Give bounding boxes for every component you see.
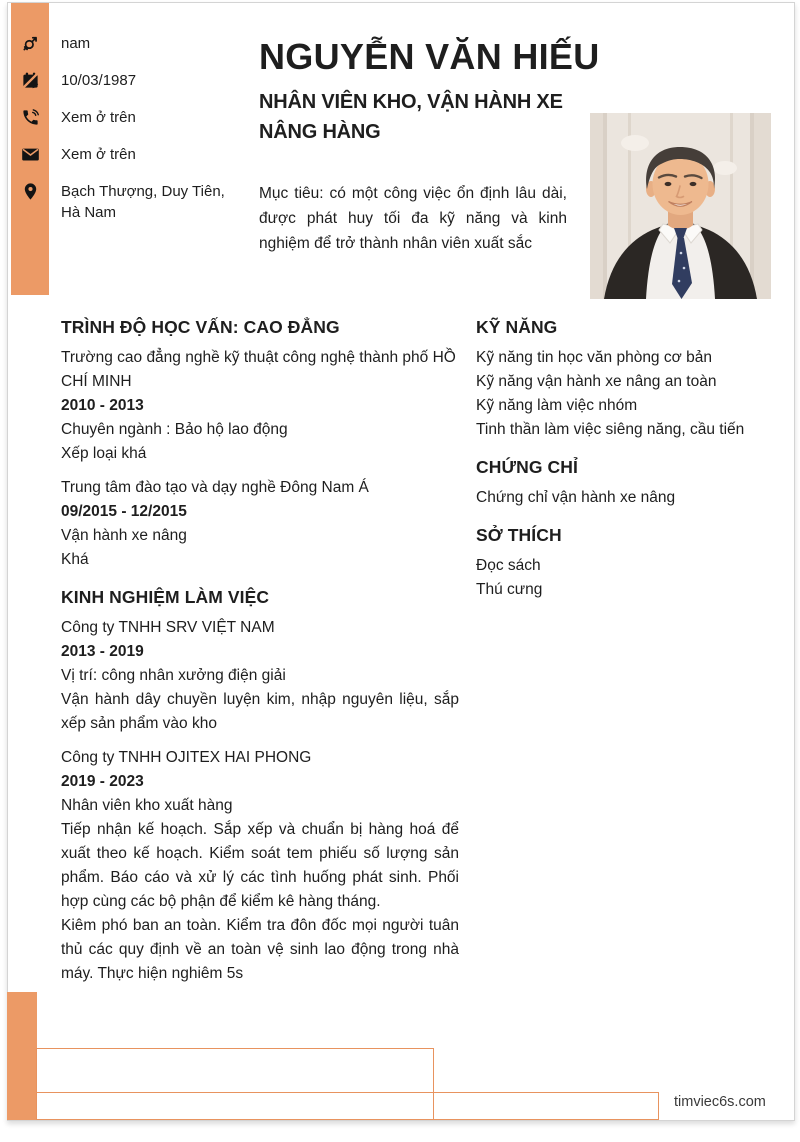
experience-heading: KINH NGHIỆM LÀM VIỆC <box>61 587 270 607</box>
education-heading: TRÌNH ĐỘ HỌC VẤN: CAO ĐẲNG <box>61 317 340 337</box>
location-icon <box>11 181 49 201</box>
cv-page <box>7 2 795 1121</box>
education-detail: Khá <box>61 551 89 568</box>
education-entry <box>61 346 459 466</box>
experience-entry <box>61 746 459 986</box>
education-period: 09/2015 - 12/2015 <box>61 503 187 520</box>
address-value: Bạch Thượng, Duy Tiên, Hà Nam <box>61 183 225 221</box>
contact-birthday-row <box>11 70 239 91</box>
contact-address-row <box>11 181 239 223</box>
education-school: Trường cao đẳng nghề kỹ thuật công nghệ thành phố HỒ CHÍ MINH <box>61 349 456 390</box>
education-entry <box>61 476 459 572</box>
education-section <box>61 317 459 572</box>
right-column <box>476 317 784 617</box>
objective-text: Mục tiêu: có một công việc ổn định lâu dài, được phát huy tối đa kỹ năng và kinh nghiệm để trở thành nhân viên xuất sắc <box>259 185 567 252</box>
certificates-heading: CHỨNG CHỈ <box>476 457 578 477</box>
education-school: Trung tâm đào tạo và dạy nghề Đông Nam Á <box>61 479 369 496</box>
hobby-item: Đọc sách <box>476 557 541 574</box>
footer-empty-box <box>433 1092 659 1120</box>
portrait-photo <box>590 113 771 299</box>
phone-icon <box>11 107 49 127</box>
experience-role: Nhân viên kho xuất hàng <box>61 797 233 814</box>
experience-description: Tiếp nhận kế hoạch. Sắp xếp và chuẩn bị hàng hoá để xuất theo kế hoạch. Kiểm soát tem phiếu số lượng sản phẩm. Báo cáo và xử lý các tình huống phát sinh. Phối hợp cùng các bộ phận để kiểm kê hàng tháng. <box>61 821 459 910</box>
skill-item: Kỹ năng vận hành xe nâng an toàn <box>476 373 717 390</box>
education-detail: Vận hành xe nâng <box>61 527 187 544</box>
experience-section <box>61 587 459 986</box>
gender-icon <box>11 33 49 53</box>
experience-company: Công ty TNHH OJITEX HAI PHONG <box>61 749 312 766</box>
skill-item: Kỹ năng tin học văn phòng cơ bản <box>476 349 712 366</box>
phone-value: Xem ở trên <box>61 109 136 126</box>
email-value: Xem ở trên <box>61 146 136 163</box>
candidate-name: NGUYỄN VĂN HIẾU <box>259 36 600 77</box>
site-watermark: timviec6s.com <box>674 1094 766 1110</box>
education-detail: Xếp loại khá <box>61 445 147 462</box>
contact-gender-row <box>11 33 239 54</box>
mail-icon <box>11 144 49 164</box>
experience-role: Vị trí: công nhân xưởng điện giải <box>61 667 286 684</box>
portrait-illustration <box>590 113 771 299</box>
footer-empty-box <box>36 1092 434 1120</box>
footer-accent-bar <box>7 992 37 1120</box>
experience-period: 2013 - 2019 <box>61 643 144 660</box>
job-title: NHÂN VIÊN KHO, VẬN HÀNH XE NÂNG HÀNG <box>259 91 563 143</box>
birthday-value: 10/03/1987 <box>61 72 137 89</box>
certificate-item: Chứng chỉ vận hành xe nâng <box>476 489 676 506</box>
contact-email-row <box>11 144 239 165</box>
hobby-item: Thú cưng <box>476 581 543 598</box>
experience-period: 2019 - 2023 <box>61 773 144 790</box>
hobbies-section <box>476 525 784 602</box>
experience-company: Công ty TNHH SRV VIỆT NAM <box>61 619 275 636</box>
gender-value: nam <box>61 35 91 52</box>
skill-item: Tinh thần làm việc siêng năng, cầu tiến <box>476 421 745 438</box>
left-column <box>61 317 459 1001</box>
education-period: 2010 - 2013 <box>61 397 144 414</box>
footer-empty-box <box>36 1048 434 1093</box>
contact-phone-row <box>11 107 239 128</box>
skills-section <box>476 317 784 442</box>
skill-item: Kỹ năng làm việc nhóm <box>476 397 638 414</box>
certificates-section <box>476 457 784 510</box>
experience-entry <box>61 616 459 736</box>
experience-description: Vận hành dây chuyền luyện kim, nhập nguyên liệu, sắp xếp sản phẩm vào kho <box>61 691 459 732</box>
skills-heading: KỸ NĂNG <box>476 317 558 337</box>
education-detail: Chuyên ngành : Bảo hộ lao động <box>61 421 288 438</box>
experience-description: Kiêm phó ban an toàn. Kiểm tra đôn đốc mọi người tuân thủ các quy định về an toàn vệ sinh lao động trong nhà máy. Thực hiện nghiêm 5s <box>61 917 459 982</box>
hobbies-heading: SỞ THÍCH <box>476 525 562 545</box>
calendar-icon <box>11 70 49 90</box>
